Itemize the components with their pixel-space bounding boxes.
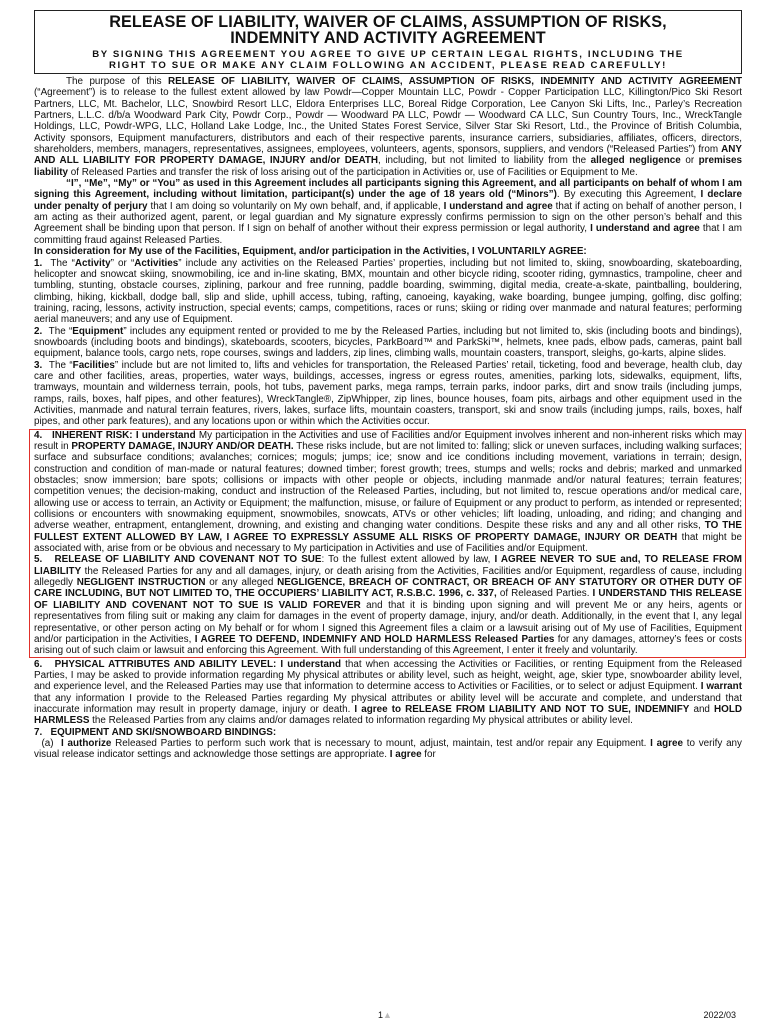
bold-span: I AGREE NEVER TO SUE and, TO RELEASE FROM LIABILITY	[34, 554, 742, 577]
revision-date: 2022/03	[703, 1010, 736, 1020]
text-span: The “	[48, 325, 73, 337]
bold-span: RELEASE OF LIABILITY AND COVENANT NOT TO SUE	[54, 554, 322, 566]
section-2-equipment	[34, 326, 742, 360]
section-number: 3.	[34, 359, 43, 371]
title-line-2: INDEMNITY AND ACTIVITY AGREEMENT	[230, 29, 546, 47]
text-span: or any alleged	[205, 577, 278, 589]
text-span: that if acting on behalf of another person, I am acting as their authorized agent, parent, or legal guardian and My signature expressly confirms permission to sign on the other person’s behalf and this Agreement shall be binding upon that person. If I sign on behalf of another without their express permission or legal authority,	[34, 200, 742, 235]
document-subtitle	[39, 49, 737, 71]
text-span: and	[689, 703, 715, 715]
section-6-physical-attributes	[34, 659, 742, 727]
bold-span: I authorize	[61, 737, 112, 749]
section-number: 7.	[34, 726, 43, 738]
bold-span: Facilities	[72, 359, 115, 371]
text-span: ” include any activities on the Released Parties’ properties, including but not limited to, skiing, snowboarding, skateboarding, helicopter and snowcat skiing, snowmobiling, ice and in-line skating, BMX, mountain and other bicycle riding, scooter riding, gymnastics, trampoline, cheer and tumbling, stunting, obstacle courses, ziplining, parkour and free running, paddle boarding, swimming, digital media, create-a-skate, paintballing, bouldering, climbing, hiking, kickball, dodge ball, slip and slide, uphill access, tubing, rafting, canoeing, kayaking, wake boarding, bungee jumping, golfing, disc golfing; training, racing, lessons, activity instruction, special events; camps, competitions, races or runs; skiing or riding over manmade and natural features; performing aerial maneuvers; and any use of Equipment.	[34, 257, 742, 326]
section-3-facilities	[34, 360, 742, 428]
page-number	[0, 1010, 770, 1020]
bold-span: Activity	[74, 257, 111, 269]
text-span: These risks include, but are not limited to: falling; slick or uneven surfaces, including walking surfaces; surface and subsurface conditions; avalanches; cornices; moguls; jumps; ice; snow and ice conditions including movement, variations in terrain; design, construction and condition of man-made or natural features; downed timber; forest growth; trees, stumps and wells; rocks and debris; marked and unmarked obstacles; snow immersion; bare spots; collisions or impacts with other people or objects, including manmade and/or natural features; terrain features; competition venues; the decision-making, conduct and instruction of the Released Parties, including, but not limited to, rescue operations and/or medical care, allowing use or access to terrain, an Activity or Equipment; the malfunction, misuse, or failure of Equipment or any product to perform, as intended or represented; collisions or encounters with snowmaking equipment, snowmobiles, snowcats, ATVs or other vehicles; lift loading, unloading, and riding; and changing and adverse weather, entrapment, entanglement, drowning, and existing and changing water conditions. Despite these risks and any and all other risks,	[34, 441, 742, 532]
participants-paragraph	[34, 178, 742, 246]
bold-span: PROPERTY DAMAGE, INJURY AND/OR DEATH.	[71, 441, 294, 452]
section-1-activities	[34, 258, 742, 326]
text-span: ” or “	[110, 257, 135, 269]
section-number: 2.	[34, 325, 43, 337]
section-number: 6.	[34, 658, 43, 670]
bold-span: premises liability	[34, 155, 743, 178]
highlighted-sections-box	[29, 429, 746, 658]
subtitle-line-2: RIGHT TO SUE OR MAKE ANY CLAIM FOLLOWING AN ACCIDENT, PLEASE READ CAREFULLY!	[109, 60, 667, 71]
bold-span: HOLD HARMLESS	[34, 703, 743, 727]
bold-span: I understand and agree	[590, 223, 700, 235]
bold-span: Activities	[134, 257, 179, 269]
bold-span: ANY AND ALL LIABILITY FOR PROPERTY DAMAGE, INJURY and/or DEATH	[34, 144, 742, 167]
section-5-release-of-liability	[34, 554, 742, 656]
section-number: 5.	[34, 554, 43, 566]
text-span: My participation in the Activities and use of Facilities and/or Equipment involves inherent and non-inherent risks which may result in	[34, 429, 742, 452]
text-span: the Released Parties for any and all damages, injury, or death arising from the Activities, Facilities and/or Equipment, regardless of cause, including allegedly	[34, 565, 742, 589]
text-span: that any information I provide to the Released Parties regarding My physical attributes or ability level will be accurate and complete, and understand that inaccurate information may result in property damage, injury or death.	[34, 692, 742, 715]
text-span: of Released Parties and transfer the risk of loss arising out of the participation in Activities or, use of Facilities or Equipment to Me.	[68, 166, 638, 178]
text-span: or	[680, 155, 699, 167]
text-span: ” include but are not limited to, lifts and vehicles for transportation, the Released Parties’ retail, ticketing, food and beverage, health club, day care and other facilities, areas, properties, water ways, buildings, accesses, ingress or egress routes, amenities, parking lots, sidewalks, equipment, lifts, tramways, mountain and wilderness terrain, pools, hot tubs, pavement parks, mega ramps, terrain parks, indoor parks, dirt and snow trails (including jumps, ramps, rails, boxes, half pipes, and other features), WreckTangle®, ZipWhipper, zip lines, bounce houses, foam pits, airbags and other equipment used in the Activities, manmade and natural terrain features, rivers, lakes, surface lifts, mountain coasters, transport, ski and snow trails (including jumps, rails, boxes, half pipes, and other park features), and any locations upon or within which the Activities occur.	[34, 359, 743, 428]
header-box	[34, 10, 742, 74]
agreement-body	[34, 76, 742, 761]
text-span: Released Parties to perform such work that is necessary to mount, adjust, maintain, test and/or repair any Equipment.	[111, 737, 651, 749]
bold-span: I declare under penalty of perjury	[34, 189, 742, 212]
text-span: that I am committing fraud against Released Parties.	[34, 223, 742, 246]
text-span: the Released Parties from any claims and/or damages related to information regarding My physical attributes or ability level.	[89, 715, 633, 727]
section-4-inherent-risk	[34, 430, 742, 555]
document-title	[39, 14, 737, 46]
bold-span: I UNDERSTAND THIS RELEASE OF LIABILITY AND COVENANT NOT TO SUE IS VALID FOREVER	[34, 588, 742, 611]
text-span: that when accessing the Activities or Facilities, or renting Equipment from the Released Parties, I may be asked to provide information regarding My physical attributes or ability level, such as height, weight, age, skier type, snowboarder ability level, and experience level, and the Released Parties may use that information to determine access to Activities or Facilities, or to select or adjust Equipment.	[34, 658, 742, 693]
text-span: that might be associated with, arise from or be obvious and necessary to My participation in Activities and use of Facilities and/or Equipment.	[34, 531, 742, 555]
text-span: The “	[48, 359, 73, 371]
text-span: : To the fullest extent allowed by law,	[321, 554, 495, 566]
section-7-heading	[34, 727, 742, 738]
bold-span: EQUIPMENT AND SKI/SNOWBOARD BINDINGS:	[50, 726, 277, 738]
page-number-text: 1	[378, 1010, 384, 1020]
text-span: (“Agreement”) is to release to the fullest extent allowed by law Powdr—Copper Mountain LLC, Powdr - Copper Participation LLC, Killington/Pico Ski Resort Partners, LLC, Mt. Bachelor, LLC, Snowbird Resort LLC, Eldora Enterprises LLC, Boreal Ridge Corporation, Lee Canyon Ski Lifts, Inc., Parley’s Recreation Partners, L.L.C. d/b/a Woodward Park City, Powdr Corp., Powdr — Woodward PA LLC, Powdr — Woodward CA LLC, Sun Country Tours, Inc., WreckTangle Holdings, LLC, Powdr-WPG, LLC, Holland Lake Lodge, Inc., the United States Forest Service, Silver Star Ski Resort, Ltd., the Province of British Columbia, Activity sponsors, Equipment manufacturers, distributors and each of their respective parents, insurance carriers, subsidiaries, affiliates, officers, directors, shareholders, members, managers, representatives, assignees, employees, volunteers, agents, sponsors, suppliers, and vendors (“Released Parties”) from	[34, 87, 742, 156]
text-span: for	[421, 749, 436, 761]
bold-span: NEGLIGENCE, BREACH OF CONTRACT, OR BREACH OF ANY STATUTORY OR OTHER DUTY OF CARE INCLUDING, BUT NOT LIMITED TO, THE OCCUPIERS’ LIABILITY ACT, R.S.B.C. 1996, c. 337,	[34, 577, 742, 600]
section-number: 4.	[34, 429, 43, 441]
bold-span: “I”, “Me”, “My” or “You” as used in this Agreement includes all participants signing this Agreement, and all participants on behalf of whom I am signing this Agreement, including without limitation, participant(s) under the age of 18 years old (“Minors”)	[34, 178, 742, 201]
consideration-heading	[34, 246, 742, 257]
scroll-up-icon: ▲	[383, 1010, 392, 1020]
text-span: ” includes any equipment rented or provided to me by the Released Parties, including but not limited to, skis (including boots and bindings), snowboards (including boots and bindings), skateboards, scooters, bicycles, ParkBoard™ and ParkSki™, helmets, knee pads, elbow pads, cameras, paint ball equipment, balance tools, cargo nets, rope courses, swings and ladders, zip lines, climbing walls, mountain coasters, transport, sleighs, go-karts, alpine slides.	[34, 325, 743, 360]
bold-span: Equipment	[72, 325, 124, 337]
bold-span: I understand and agree	[443, 200, 553, 212]
title-line-1: RELEASE OF LIABILITY, WAIVER OF CLAIMS, ASSUMPTION OF RISKS,	[109, 13, 667, 31]
text-span: The “	[50, 257, 75, 269]
text-span: of Released Parties.	[496, 588, 593, 600]
bold-span: PHYSICAL ATTRIBUTES AND ABILITY LEVEL: I understand	[54, 658, 342, 670]
bold-span: RELEASE OF LIABILITY, WAIVER OF CLAIMS, ASSUMPTION OF RISKS, INDEMNITY AND ACTIVITY AGREEMENT	[168, 76, 742, 87]
subtitle-line-1: BY SIGNING THIS AGREEMENT YOU AGREE TO GIVE UP CERTAIN LEGAL RIGHTS, INCLUDING THE	[92, 49, 684, 60]
text-span: for any damages, attorney’s fees or costs arising out of such claim or lawsuit and enforcing this Agreement. With full understanding of this Agreement, I enter it freely and voluntarily.	[34, 633, 742, 657]
bold-span: I agree	[650, 737, 684, 749]
subsection-number: (a)	[41, 737, 54, 749]
section-number: 1.	[34, 257, 43, 269]
bold-span: TO THE FULLEST EXTENT ALLOWED BY LAW, I AGREE TO EXPRESSLY ASSUME ALL RISKS OF PROPERTY DAMAGE, INJURY OR DEATH	[34, 520, 743, 543]
bold-span: I agree	[389, 749, 422, 761]
text-span: The purpose of this	[66, 76, 169, 87]
bold-span: I AGREE TO DEFEND, INDEMNIFY AND HOLD HARMLESS Released Parties	[194, 633, 555, 645]
section-7a	[34, 738, 742, 761]
bold-span: In consideration for My use of the Facilities, Equipment, and/or participation in the Activities, I VOLUNTARILY AGREE:	[34, 246, 587, 258]
bold-span: I warrant	[700, 681, 742, 693]
purpose-paragraph	[34, 76, 742, 178]
text-span: that I am doing so voluntarily on My own behalf, and, if applicable,	[147, 200, 444, 212]
bold-span: I agree to RELEASE FROM LIABILITY AND NOT TO SUE, INDEMNIFY	[354, 703, 690, 715]
bold-span: alleged negligence	[590, 155, 681, 167]
text-span: . By executing this Agreement,	[556, 189, 701, 201]
page-footer	[0, 1010, 770, 1024]
bold-span: NEGLIGENT INSTRUCTION	[76, 577, 206, 589]
text-span: to verify any visual release indicator settings and acknowledge those settings are appropriate.	[34, 737, 742, 761]
text-span: , including, but not limited to liability from the	[378, 155, 591, 167]
bold-span: INHERENT RISK: I understand	[52, 429, 196, 441]
text-span: and that it is binding upon signing and will prevent Me or any heirs, agents or representatives from filing suit or making any claim for damages in the event of property damage, injury, and/or death. Additionally, in the event that I, any legal representative, or other person acting on My behalf or for whom I signed this Agreement files a claim or a lawsuit arising out of My use of Facilities, Equipment and/or participation in the Activities,	[34, 599, 742, 645]
